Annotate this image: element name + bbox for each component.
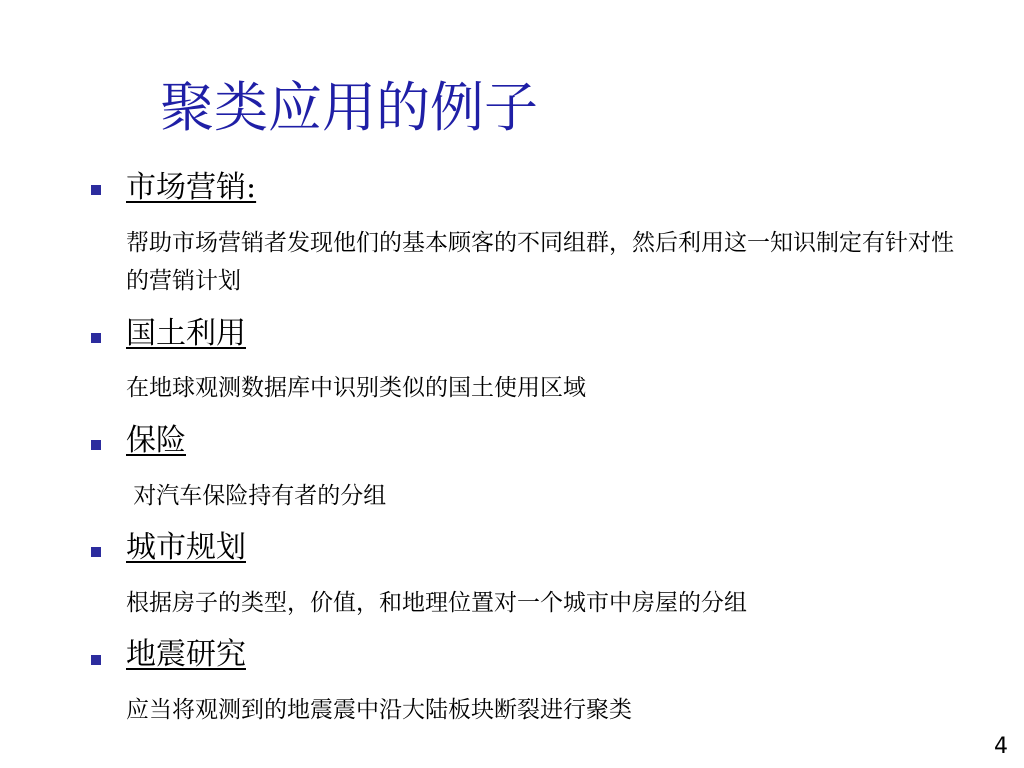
item-description-land-use: 在地球观测数据库中识别类似的国土使用区域 <box>126 375 586 401</box>
slide-title: 聚类应用的例子 <box>160 76 538 139</box>
bullet-square-icon <box>91 440 101 450</box>
item-heading-insurance: 保险 <box>126 423 186 458</box>
item-description-urban-planning: 根据房子的类型，价值，和地理位置对一个城市中房屋的分组 <box>126 590 747 616</box>
item-heading-land-use: 国土利用 <box>126 316 246 351</box>
bullet-square-icon <box>91 333 101 343</box>
item-description-insurance: 对汽车保险持有者的分组 <box>126 483 387 509</box>
page-number: 4 <box>994 734 1008 759</box>
item-heading-earthquake: 地震研究 <box>126 637 246 672</box>
bullet-square-icon <box>91 547 101 557</box>
item-description-marketing: 帮助市场营销者发现他们的基本顾客的不同组群，然后利用这一知识制定有针对性的营销计划 <box>126 230 954 294</box>
item-heading-urban-planning: 城市规划 <box>126 530 246 565</box>
item-heading-marketing: 市场营销: <box>126 170 257 205</box>
item-description-earthquake: 应当将观测到的地震震中沿大陆板块断裂进行聚类 <box>126 697 632 723</box>
bullet-square-icon <box>91 655 101 665</box>
bullet-square-icon <box>91 185 101 195</box>
